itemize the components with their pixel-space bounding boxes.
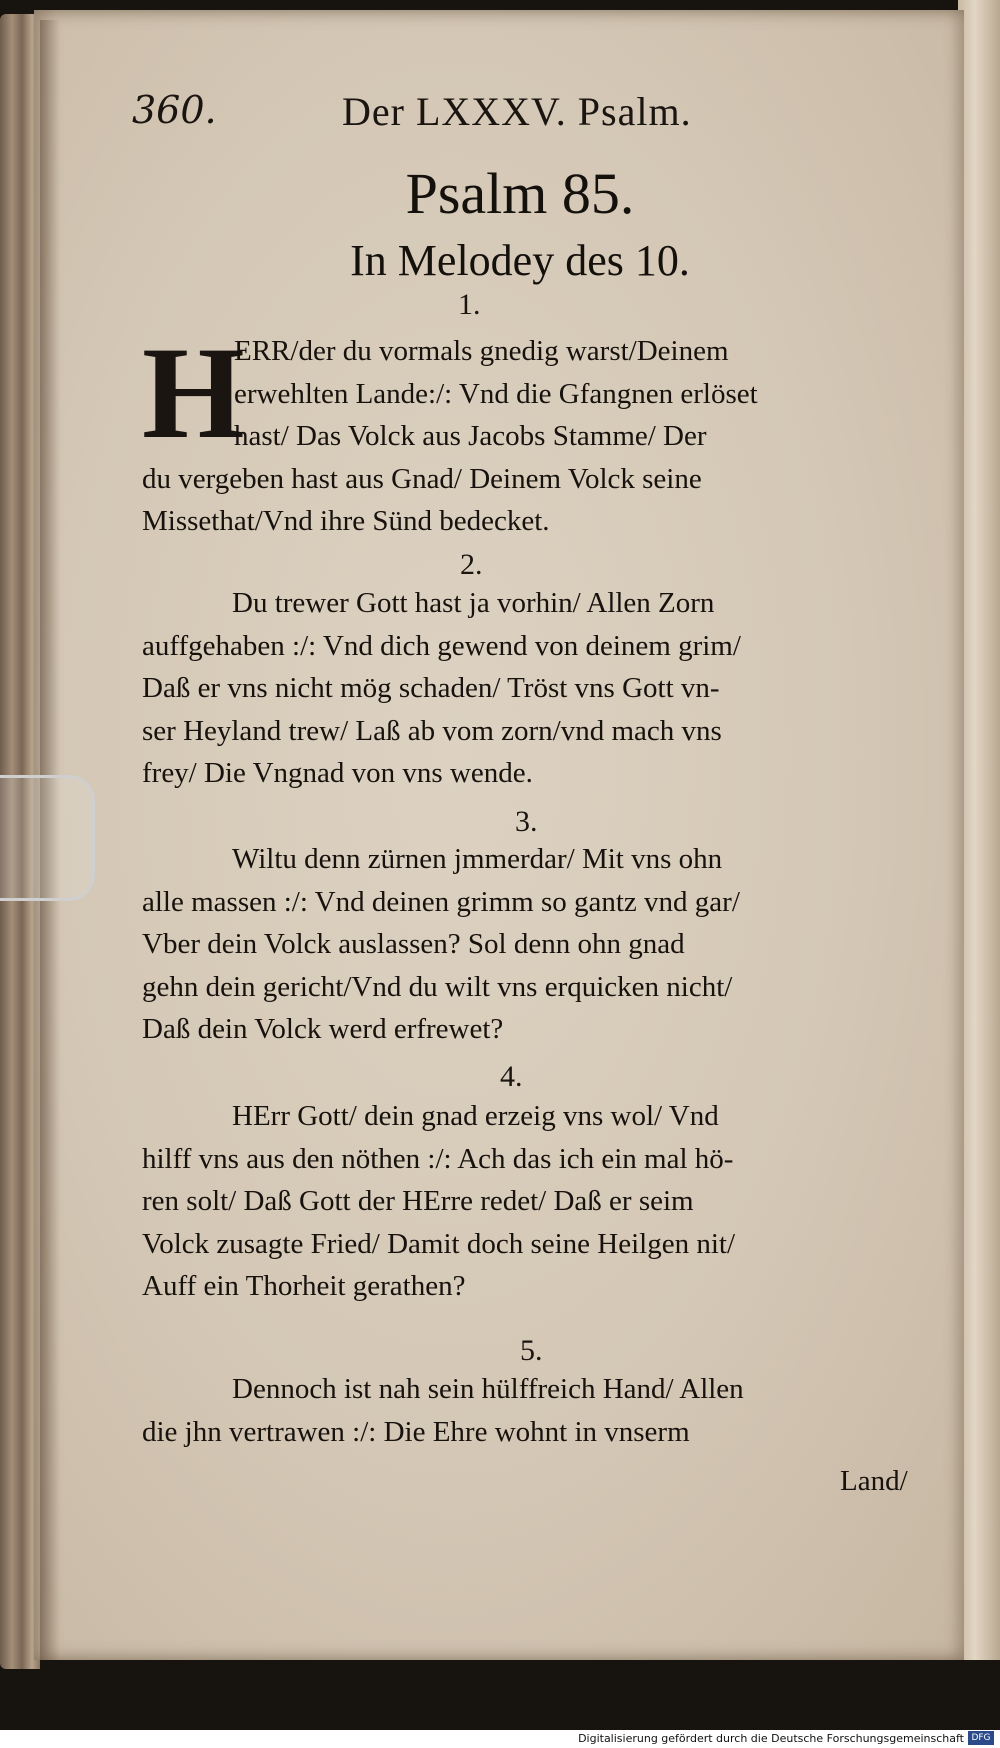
stanza-1 <box>142 319 912 543</box>
stanza-2 <box>142 582 912 795</box>
verse-line: auffgehaben :/: Vnd dich gewend von deinem grim/ <box>142 629 741 662</box>
verse-line: Volck zusagte Fried/ Damit doch seine Heilgen nit/ <box>142 1227 736 1260</box>
stanza-number: 1. <box>458 288 481 321</box>
stanza-5 <box>142 1368 912 1453</box>
verse-line: Wiltu denn zürnen jmmerdar/ Mit vns ohn <box>232 843 723 875</box>
bookmark-clip <box>0 775 95 901</box>
melody-note: In Melodey des 10. <box>350 236 690 285</box>
stanza-number: 2. <box>460 548 483 581</box>
verse-line: ren solt/ Daß Gott der HErre redet/ Daß er seim <box>142 1185 694 1217</box>
verse-line: Missethat/Vnd ihre Sünd bedecket. <box>142 505 550 537</box>
page-header <box>132 88 772 148</box>
stanza-4 <box>142 1095 912 1308</box>
verse-line: Dennoch ist nah sein hülffreich Hand/ Allen <box>232 1373 744 1405</box>
stanza-number: 3. <box>515 805 538 838</box>
verse-line: Du trewer Gott hast ja vorhin/ Allen Zorn <box>232 587 715 619</box>
verse-line: Daß dein Volck werd erfrewet? <box>142 1013 504 1045</box>
verse-line: ERR/der du vormals gnedig warst/Deinem <box>234 335 729 367</box>
stanza-number: 5. <box>520 1334 543 1367</box>
dfg-logo-icon: DFG <box>968 1731 994 1745</box>
verse-line: du vergeben hast aus Gnad/ Deinem Volck seine <box>142 462 702 495</box>
verse-line: ser Heyland trew/ Laß ab vom zorn/vnd mach vns <box>142 714 722 747</box>
page-number: 360. <box>132 88 217 132</box>
running-title: Der LXXXV. Psalm. <box>342 89 692 134</box>
verse-line: frey/ Die Vngnad von vns wende. <box>142 757 533 789</box>
verse-line: Auff ein Thorheit gerathen? <box>142 1270 466 1302</box>
stanza-3 <box>142 838 912 1051</box>
catchword: Land/ <box>840 1465 908 1497</box>
verse-line: Daß er vns nicht mög schaden/ Tröst vns Gott vn- <box>142 672 720 704</box>
verse-line: alle massen :/: Vnd deinen grimm so gantz vnd gar/ <box>142 885 740 918</box>
drop-cap: H <box>142 319 245 466</box>
verse-line: die jhn vertrawen :/: Die Ehre wohnt in vnserm <box>142 1415 690 1448</box>
verse-line: HErr Gott/ dein gnad erzeig vns wol/ Vnd <box>232 1100 719 1132</box>
verse-line: hilff vns aus den nöthen :/: Ach das ich ein mal hö- <box>142 1142 734 1175</box>
verse-line: gehn dein gericht/Vnd du wilt vns erquicken nicht/ <box>142 970 733 1003</box>
verse-line: hast/ Das Volck aus Jacobs Stamme/ Der <box>234 420 707 452</box>
stanza-number: 4. <box>500 1060 523 1093</box>
verse-line: erwehlten Lande:/: Vnd die Gfangnen erlöset <box>234 377 758 410</box>
verse-line: Vber dein Volck auslassen? Sol denn ohn gnad <box>142 928 685 960</box>
funding-credit: Digitalisierung gefördert durch die Deutsche Forschungsgemeinschaft <box>578 1732 964 1745</box>
psalm-title: Psalm 85. <box>405 161 635 226</box>
